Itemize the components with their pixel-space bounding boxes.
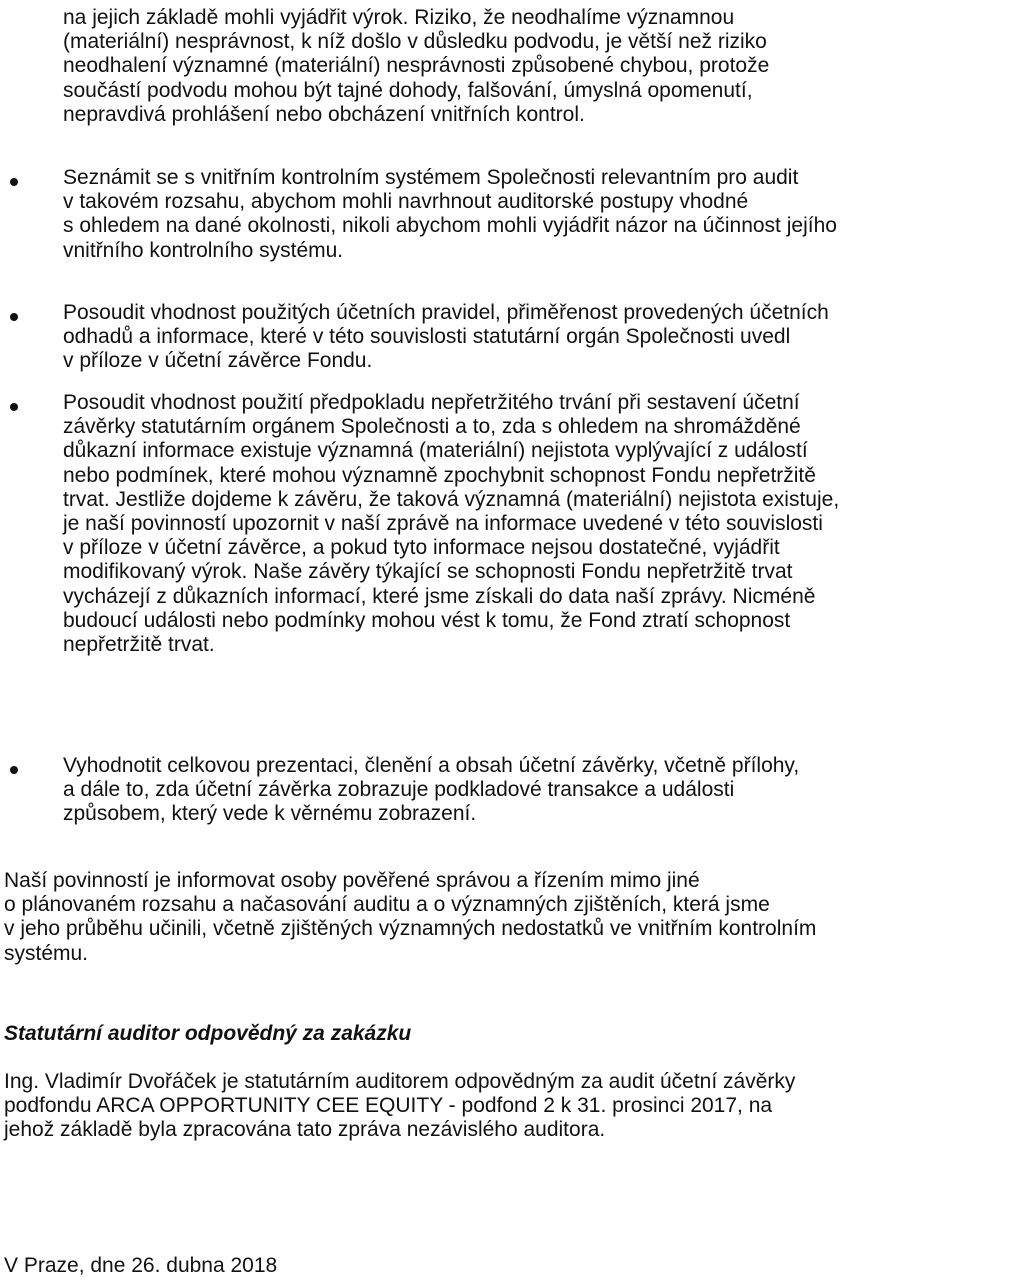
text-line: Ing. Vladimír Dvořáček je statutárním auditorem odpovědným za audit účetní závěrky xyxy=(4,1070,796,1093)
text-line: (materiální) nesprávnost, k níž došlo v důsledku podvodu, je větší než riziko xyxy=(63,30,767,54)
text-line: Naší povinností je informovat osoby pověřené správou a řízením mimo jiné xyxy=(4,869,700,892)
text-line: nepravdivá prohlášení nebo obcházení vnitřních kontrol. xyxy=(63,102,585,126)
bullet-dot xyxy=(10,766,18,774)
bullet-dot xyxy=(10,178,18,186)
text-line: v příloze v účetní závěrce, a pokud tyto informace nejsou dostatečné, vyjádřit xyxy=(63,536,780,560)
text-line: Seznámit se s vnitřním kontrolním systémem Společnosti relevantním pro audit xyxy=(63,166,799,189)
bullet-dot xyxy=(10,313,18,321)
text-line: nepřetržitě trvat. xyxy=(63,633,215,657)
top-paragraph xyxy=(63,6,1018,127)
text-line: podfondu ARCA OPPORTUNITY CEE EQUITY - podfond 2 k 31. prosinci 2017, na xyxy=(4,1094,773,1118)
text-line: neodhalení významné (materiální) nesprávnosti způsobené chybou, protože xyxy=(63,54,770,78)
bullet-item xyxy=(63,391,1018,657)
auditor-heading: Statutární auditor odpovědný za zakázku xyxy=(4,1022,412,1045)
text-line: součástí podvodu mohou být tajné dohody, falšování, úmyslná opomenutí, xyxy=(63,78,753,102)
text-line: v jeho průběhu učinili, včetně zjištěných významných nedostatků ve vnitřním kontrolním xyxy=(4,917,817,941)
text-line: vycházejí z důkazních informací, které jsme získali do data naší zprávy. Nicméně xyxy=(63,584,816,608)
text-line: budoucí události nebo podmínky mohou vést k tomu, že Fond ztratí schopnost xyxy=(63,608,791,632)
place-date: V Praze, dne 26. dubna 2018 xyxy=(4,1254,278,1277)
bullet-item xyxy=(63,301,1018,374)
text-line: důkazní informace existuje významná (materiální) nejistota vyplývající z událostí xyxy=(63,439,808,463)
text-line: odhadů a informace, které v této souvislosti statutární orgán Společnosti uvedl xyxy=(63,325,791,349)
auditor-paragraph xyxy=(4,1070,1018,1143)
text-line: v takovém rozsahu, abychom mohli navrhnout auditorské postupy vhodné xyxy=(63,190,749,214)
text-line: je naší povinností upozornit v naší zprávě na informace uvedené v této souvislosti xyxy=(63,512,823,536)
text-line: na jejich základě mohli vyjádřit výrok. Riziko, že neodhalíme významnou xyxy=(63,6,735,29)
duty-paragraph xyxy=(4,869,1018,966)
text-line: o plánovaném rozsahu a načasování auditu a o významných zjištěních, která jsme xyxy=(4,893,770,917)
text-line: vnitřního kontrolního systému. xyxy=(63,238,344,262)
text-line: trvat. Jestliže dojdeme k závěru, že taková významná (materiální) nejistota existuje, xyxy=(63,487,840,511)
text-line: s ohledem na dané okolnosti, nikoli abychom mohli vyjádřit názor na účinnost jejího xyxy=(63,214,837,238)
text-line: systému. xyxy=(4,941,89,965)
bullet-item xyxy=(63,166,1018,263)
text-line: nebo podmínek, které mohou významně zpochybnit schopnost Fondu nepřetržitě xyxy=(63,463,816,487)
text-line: v příloze v účetní závěrce Fondu. xyxy=(63,349,373,373)
text-line: a dále to, zda účetní závěrka zobrazuje podkladové transakce a události xyxy=(63,778,735,802)
text-line: způsobem, který vede k věrnému zobrazení. xyxy=(63,802,477,826)
text-line: jehož základě byla zpracována tato zpráva nezávislého auditora. xyxy=(4,1118,606,1142)
text-line: Posoudit vhodnost použitých účetních pravidel, přiměřenost provedených účetních xyxy=(63,301,829,324)
text-line: Vyhodnotit celkovou prezentaci, členění a obsah účetní závěrky, včetně přílohy, xyxy=(63,754,800,777)
text-line: závěrky statutárním orgánem Společnosti a to, zda s ohledem na shromážděné xyxy=(63,415,801,439)
text-line: Posoudit vhodnost použití předpokladu nepřetržitého trvání při sestavení účetní xyxy=(63,391,800,414)
bullet-item xyxy=(63,754,1018,827)
bullet-dot xyxy=(10,403,18,411)
text-line: modifikovaný výrok. Naše závěry týkající se schopnosti Fondu nepřetržitě trvat xyxy=(63,560,793,584)
